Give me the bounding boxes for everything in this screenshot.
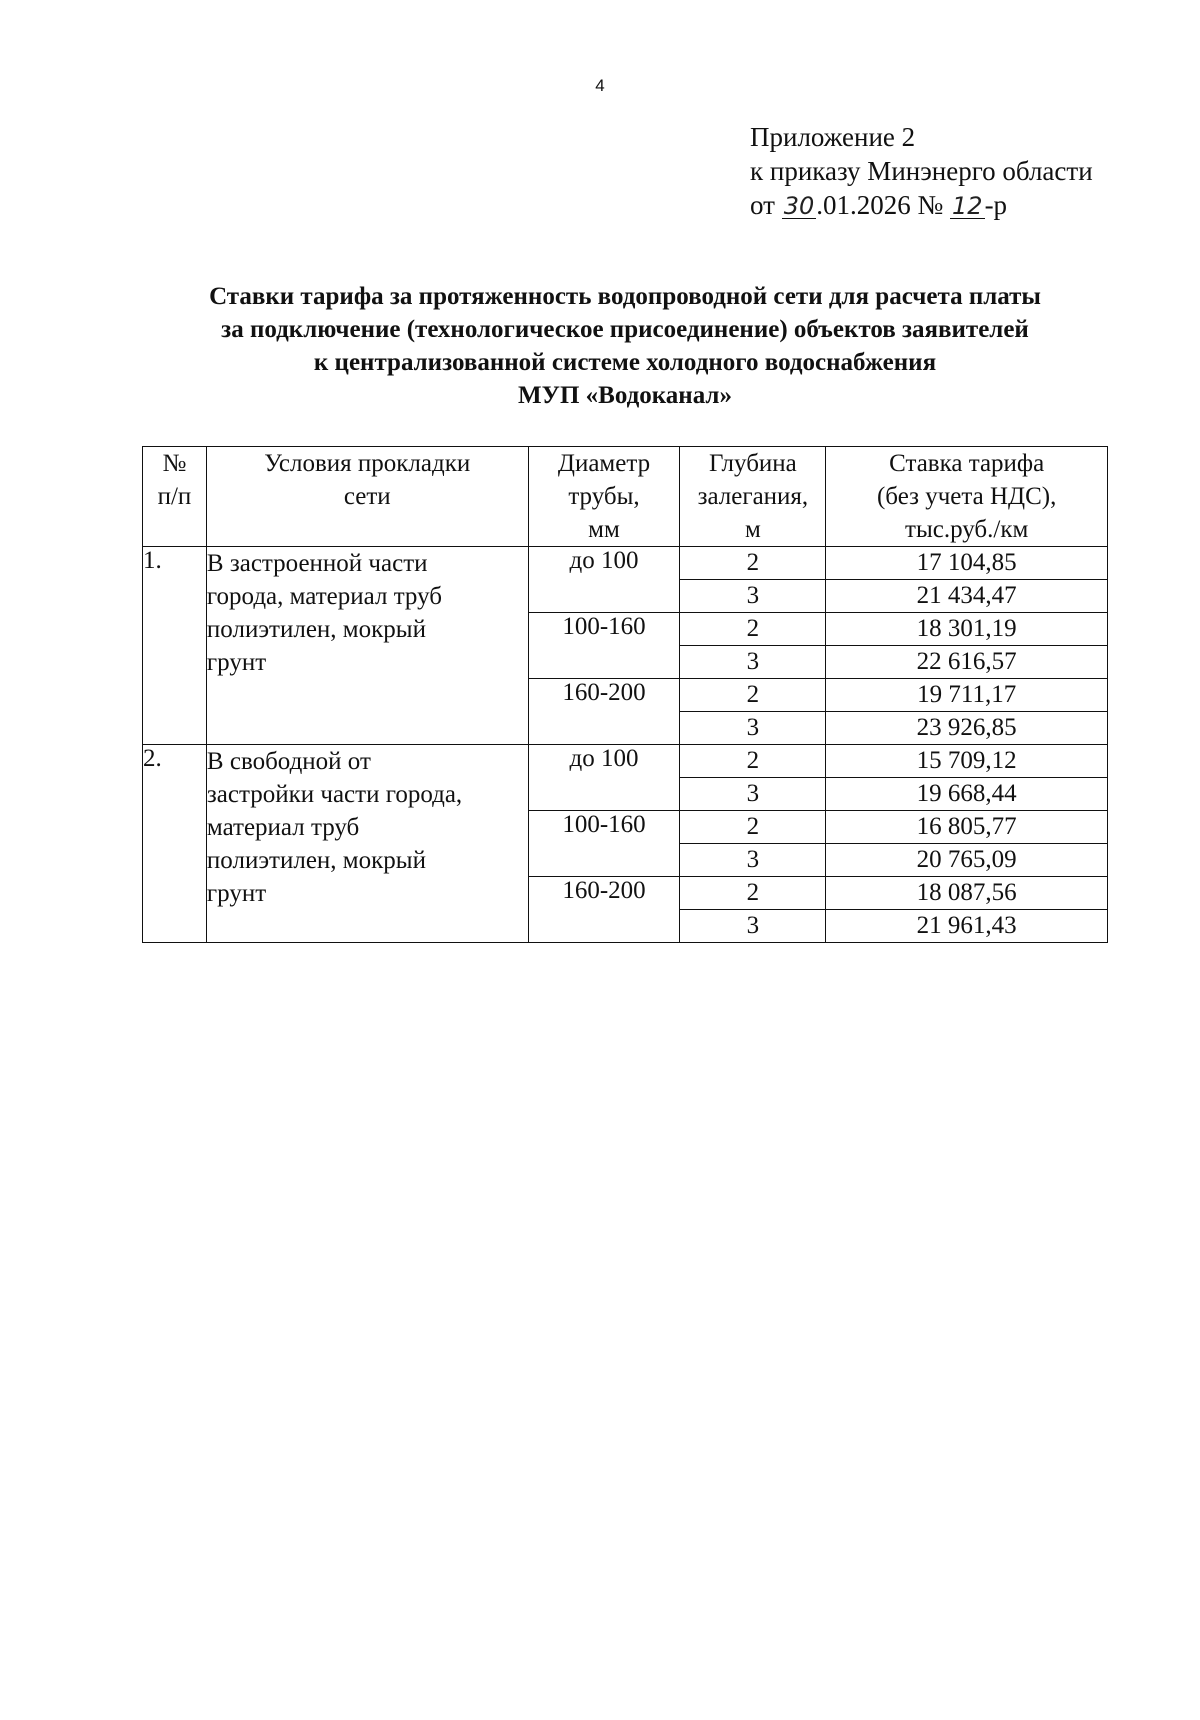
table-row	[143, 547, 1108, 580]
group-conditions: В застроенной части города, материал труб полиэтилен, мокрый грунт	[206, 547, 528, 745]
depth-cell: 2	[680, 547, 826, 580]
appendix-date-line	[750, 188, 1093, 222]
diameter-cell: 100-160	[528, 613, 680, 679]
date-rest: .01.2026 №	[816, 190, 951, 220]
number-suffix: -р	[984, 190, 1008, 220]
depth-cell: 3	[680, 712, 826, 745]
title-line-1: Ставки тарифа за протяженность водопроводной сети для расчета платы	[209, 283, 1041, 310]
depth-cell: 3	[680, 844, 826, 877]
handwritten-number: 12	[952, 192, 983, 220]
depth-cell: 3	[680, 580, 826, 613]
depth-cell: 2	[680, 613, 826, 646]
header-num: № п/п	[143, 447, 207, 547]
depth-cell: 2	[680, 811, 826, 844]
depth-cell: 2	[680, 679, 826, 712]
rate-cell: 21 961,43	[826, 910, 1108, 943]
rate-cell: 21 434,47	[826, 580, 1108, 613]
rate-cell: 18 087,56	[826, 877, 1108, 910]
header-depth: Глубина залегания, м	[680, 447, 826, 547]
diameter-cell: 160-200	[528, 679, 680, 745]
date-prefix: от	[750, 190, 782, 220]
depth-cell: 3	[680, 646, 826, 679]
depth-cell: 2	[680, 745, 826, 778]
document-title	[130, 280, 1120, 412]
rate-cell: 23 926,85	[826, 712, 1108, 745]
rate-cell: 18 301,19	[826, 613, 1108, 646]
page-number: 4	[595, 76, 605, 95]
header-rate: Ставка тарифа (без учета НДС), тыс.руб./км	[826, 447, 1108, 547]
depth-cell: 2	[680, 877, 826, 910]
diameter-cell: до 100	[528, 745, 680, 811]
rate-cell: 19 711,17	[826, 679, 1108, 712]
tariff-table	[142, 446, 1108, 943]
rate-cell: 20 765,09	[826, 844, 1108, 877]
group-conditions: В свободной от застройки части города, материал труб полиэтилен, мокрый грунт	[206, 745, 528, 943]
appendix-block	[750, 120, 1093, 222]
title-line-2: за подключение (технологическое присоединение) объектов заявителей	[221, 316, 1029, 343]
rate-cell: 17 104,85	[826, 547, 1108, 580]
depth-cell: 3	[680, 910, 826, 943]
header-row	[143, 447, 1108, 547]
header-diameter: Диаметр трубы, мм	[528, 447, 680, 547]
title-line-3: к централизованной системе холодного водоснабжения	[313, 349, 937, 376]
diameter-cell: 100-160	[528, 811, 680, 877]
group-number: 2.	[143, 745, 207, 943]
diameter-cell: 160-200	[528, 877, 680, 943]
appendix-line-2: к приказу Минэнерго области	[750, 156, 1093, 186]
depth-cell: 3	[680, 778, 826, 811]
handwritten-day: 30	[783, 192, 815, 220]
appendix-line-1: Приложение 2	[750, 122, 916, 152]
group-number: 1.	[143, 547, 207, 745]
table-row	[143, 745, 1108, 778]
rate-cell: 16 805,77	[826, 811, 1108, 844]
diameter-cell: до 100	[528, 547, 680, 613]
rate-cell: 15 709,12	[826, 745, 1108, 778]
rate-cell: 22 616,57	[826, 646, 1108, 679]
rate-cell: 19 668,44	[826, 778, 1108, 811]
header-conditions: Условия прокладки сети	[206, 447, 528, 547]
title-line-4: МУП «Водоканал»	[518, 382, 732, 409]
